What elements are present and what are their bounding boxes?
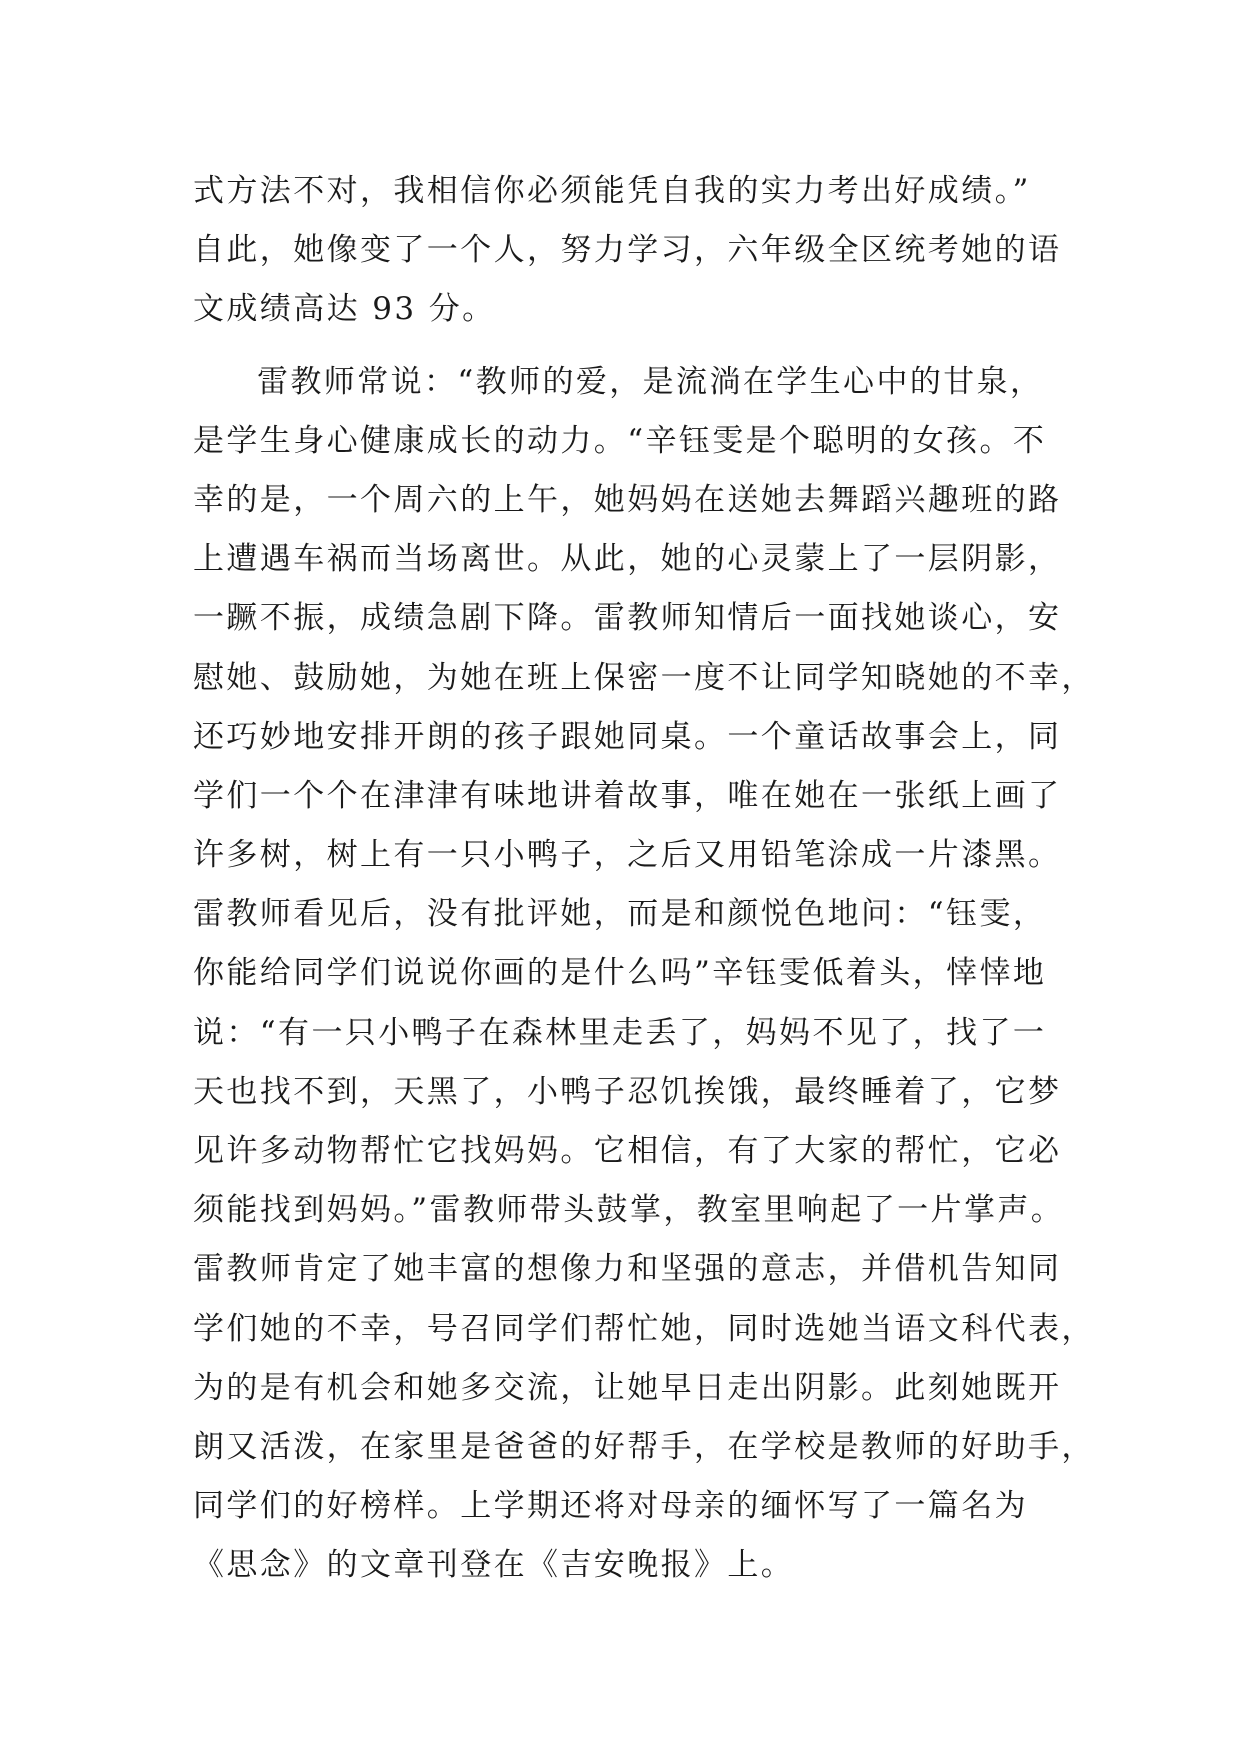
text-line: 文成绩高达 93 分。 bbox=[193, 291, 496, 328]
text-line: 一蹶不振，成绩急剧下降。雷教师知情后一面找她谈心，安 bbox=[193, 600, 1062, 637]
text-line: 为的是有机会和她多交流，让她早日走出阴影。此刻她既开 bbox=[193, 1369, 1062, 1406]
text-line: 说：“有一只小鸭子在森林里走丢了，妈妈不见了，找了一 bbox=[193, 1014, 1047, 1051]
text-line: 自此，她像变了一个人，努力学习，六年级全区统考她的语 bbox=[193, 232, 1062, 269]
document-body bbox=[193, 162, 1095, 1596]
text-line: 见许多动物帮忙它找妈妈。它相信，有了大家的帮忙，它必 bbox=[193, 1133, 1062, 1169]
text-line: 雷教师看见后，没有批评她，而是和颜悦色地问：“钰雯， bbox=[193, 896, 1047, 933]
paragraph-teacher-love bbox=[193, 353, 1095, 1596]
text-line: 同学们的好榜样。上学期还将对母亲的缅怀写了一篇名为 bbox=[193, 1488, 1028, 1525]
text-line: 学们她的不幸，号召同学们帮忙她，同时选她当语文科代表， bbox=[193, 1310, 1095, 1347]
text-line: 许多树，树上有一只小鸭子，之后又用铅笔涂成一片漆黑。 bbox=[193, 837, 1062, 874]
text-line: 雷教师肯定了她丰富的想像力和坚强的意志，并借机告知同 bbox=[193, 1251, 1062, 1288]
text-line-first: 雷教师常说：“教师的爱，是流淌在学生心中的甘泉， bbox=[257, 363, 1044, 400]
text-line: 幸的是，一个周六的上午，她妈妈在送她去舞蹈兴趣班的路 bbox=[193, 481, 1062, 518]
text-line: 还巧妙地安排开朗的孩子跟她同桌。一个童话故事会上，同 bbox=[193, 718, 1062, 755]
paragraph-continuation bbox=[193, 162, 1062, 340]
text-line: 慰她、鼓励她，为她在班上保密一度不让同学知晓她的不幸， bbox=[193, 659, 1095, 696]
text-line: 式方法不对，我相信你必须能凭自我的实力考出好成绩。” bbox=[193, 173, 1031, 209]
text-line: 是学生身心健康成长的动力。“辛钰雯是个聪明的女孩。不 bbox=[193, 422, 1047, 459]
text-line: 须能找到妈妈。”雷教师带头鼓掌，教室里响起了一片掌声。 bbox=[193, 1192, 1065, 1229]
text-line: 朗又活泼，在家里是爸爸的好帮手，在学校是教师的好助手， bbox=[193, 1428, 1095, 1465]
text-line: 天也找不到，天黑了，小鸭子忍饥挨饿，最终睡着了，它梦 bbox=[193, 1073, 1062, 1110]
text-line: 上遭遇车祸而当场离世。从此，她的心灵蒙上了一层阴影， bbox=[193, 541, 1062, 578]
text-line: 你能给同学们说说你画的是什么吗”辛钰雯低着头，悻悻地 bbox=[193, 955, 1047, 992]
text-line: 《思念》的文章刊登在《吉安晚报》上。 bbox=[193, 1547, 795, 1584]
text-line: 学们一个个在津津有味地讲着故事，唯在她在一张纸上画了 bbox=[193, 777, 1062, 814]
